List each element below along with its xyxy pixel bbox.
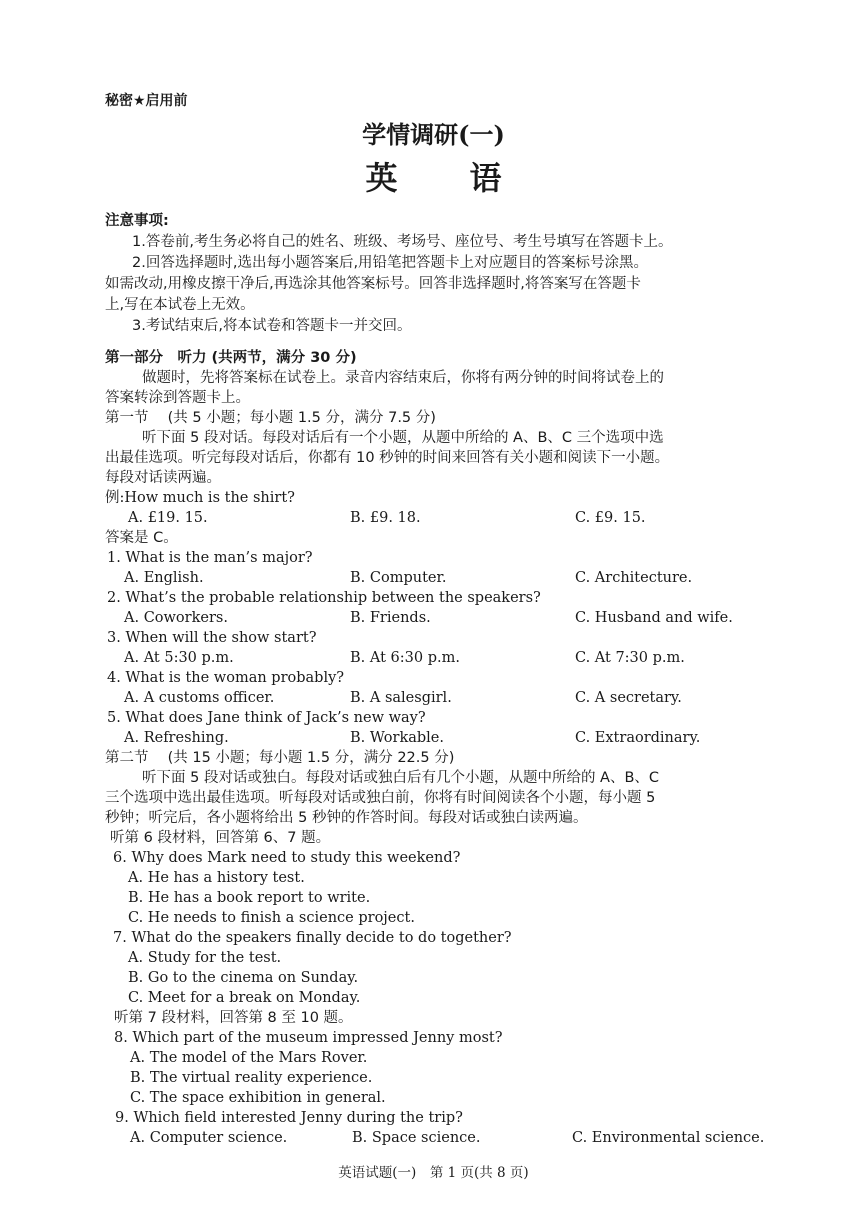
option-b: B. Go to the cinema on Sunday. bbox=[128, 970, 359, 986]
example-option-b: B. £9. 18. bbox=[350, 510, 421, 526]
notice-line: 3.考试结束后,将本试卷和答题卡一并交回。 bbox=[132, 318, 412, 334]
option-b: B. Computer. bbox=[350, 570, 447, 586]
material-6-label: 听第 6 段材料，回答第 6、7 题。 bbox=[110, 830, 331, 846]
option-a: A. Computer science. bbox=[130, 1130, 288, 1146]
section2-intro: 三个选项中选出最佳选项。听每段对话或独白前，你将有时间阅读各个小题，每小题 5 bbox=[105, 790, 656, 806]
part1-intro: 做题时，先将答案标在试卷上。录音内容结束后，你将有两分钟的时间将试卷上的 bbox=[142, 370, 664, 386]
example-question: 例:How much is the shirt? bbox=[105, 490, 295, 506]
exam-title: 学情调研(一) bbox=[362, 120, 505, 149]
option-c: C. He needs to finish a science project. bbox=[128, 910, 415, 926]
question-5: 5. What does Jane think of Jack’s new way? bbox=[107, 710, 426, 726]
confidential-mark: 秘密★启用前 bbox=[105, 93, 188, 109]
section1-intro: 出最佳选项。听完每段对话后，你都有 10 秒钟的时间来回答有关小题和阅读下一小题。 bbox=[105, 450, 670, 466]
option-c: C. Extraordinary. bbox=[575, 730, 701, 746]
section1-intro: 每段对话读两遍。 bbox=[105, 470, 221, 486]
notice-line: 2.回答选择题时,选出每小题答案后,用铅笔把答题卡上对应题目的答案标号涂黑。 bbox=[132, 255, 649, 271]
option-b: B. Friends. bbox=[350, 610, 431, 626]
section2-intro: 听下面 5 段对话或独白。每段对话或独白后有几个小题，从题中所给的 A、B、C bbox=[142, 770, 660, 786]
option-c: C. A secretary. bbox=[575, 690, 682, 706]
notice-line: 如需改动,用橡皮擦干净后,再选涂其他答案标号。回答非选择题时,将答案写在答题卡 bbox=[105, 276, 641, 292]
question-4: 4. What is the woman probably? bbox=[107, 670, 345, 686]
page-footer: 英语试题(一) 第 1 页(共 8 页) bbox=[338, 1165, 529, 1181]
option-a: A. Refreshing. bbox=[124, 730, 229, 746]
option-c: C. At 7:30 p.m. bbox=[575, 650, 685, 666]
question-2: 2. What’s the probable relationship between the speakers? bbox=[107, 590, 541, 606]
question-7: 7. What do the speakers finally decide to do together? bbox=[113, 930, 512, 946]
example-option-c: C. £9. 15. bbox=[575, 510, 646, 526]
option-c: C. Architecture. bbox=[575, 570, 693, 586]
section1-intro: 听下面 5 段对话。每段对话后有一个小题，从题中所给的 A、B、C 三个选项中选 bbox=[142, 430, 664, 446]
option-b: B. He has a book report to write. bbox=[128, 890, 371, 906]
option-b: B. Workable. bbox=[350, 730, 444, 746]
question-8: 8. Which part of the museum impressed Jenny most? bbox=[114, 1030, 503, 1046]
part1-intro: 答案转涂到答题卡上。 bbox=[105, 390, 250, 406]
subject-title: 英 语 bbox=[365, 159, 522, 197]
question-1: 1. What is the man’s major? bbox=[107, 550, 313, 566]
option-a: A. A customs officer. bbox=[124, 690, 275, 706]
option-b: B. Space science. bbox=[352, 1130, 481, 1146]
option-a: A. Coworkers. bbox=[124, 610, 228, 626]
option-b: B. The virtual reality experience. bbox=[130, 1070, 373, 1086]
material-7-label: 听第 7 段材料，回答第 8 至 10 题。 bbox=[114, 1010, 353, 1026]
option-a: A. At 5:30 p.m. bbox=[124, 650, 234, 666]
option-a: A. He has a history test. bbox=[128, 870, 305, 886]
option-a: A. Study for the test. bbox=[128, 950, 282, 966]
part1-heading: 第一部分 听力 (共两节，满分 30 分) bbox=[105, 350, 357, 366]
example-option-a: A. £19. 15. bbox=[128, 510, 208, 526]
question-3: 3. When will the show start? bbox=[107, 630, 317, 646]
option-a: A. The model of the Mars Rover. bbox=[130, 1050, 368, 1066]
option-b: B. At 6:30 p.m. bbox=[350, 650, 460, 666]
section1-heading: 第一节 (共 5 小题；每小题 1.5 分，满分 7.5 分) bbox=[105, 410, 436, 426]
option-b: B. A salesgirl. bbox=[350, 690, 452, 706]
option-c: C. Husband and wife. bbox=[575, 610, 733, 626]
question-6: 6. Why does Mark need to study this weekend? bbox=[113, 850, 461, 866]
option-c: C. Meet for a break on Monday. bbox=[128, 990, 361, 1006]
option-a: A. English. bbox=[124, 570, 204, 586]
section2-heading: 第二节 (共 15 小题；每小题 1.5 分，满分 22.5 分) bbox=[105, 750, 455, 766]
option-c: C. Environmental science. bbox=[572, 1130, 765, 1146]
question-9: 9. Which field interested Jenny during the trip? bbox=[115, 1110, 463, 1126]
option-c: C. The space exhibition in general. bbox=[130, 1090, 386, 1106]
notice-line: 1.答卷前,考生务必将自己的姓名、班级、考场号、座位号、考生号填写在答题卡上。 bbox=[132, 234, 673, 250]
notice-heading: 注意事项: bbox=[105, 213, 169, 229]
example-answer: 答案是 C。 bbox=[105, 530, 178, 546]
section2-intro: 秒钟；听完后，各小题将给出 5 秒钟的作答时间。每段对话或独白读两遍。 bbox=[105, 810, 588, 826]
notice-line: 上,写在本试卷上无效。 bbox=[105, 297, 255, 313]
